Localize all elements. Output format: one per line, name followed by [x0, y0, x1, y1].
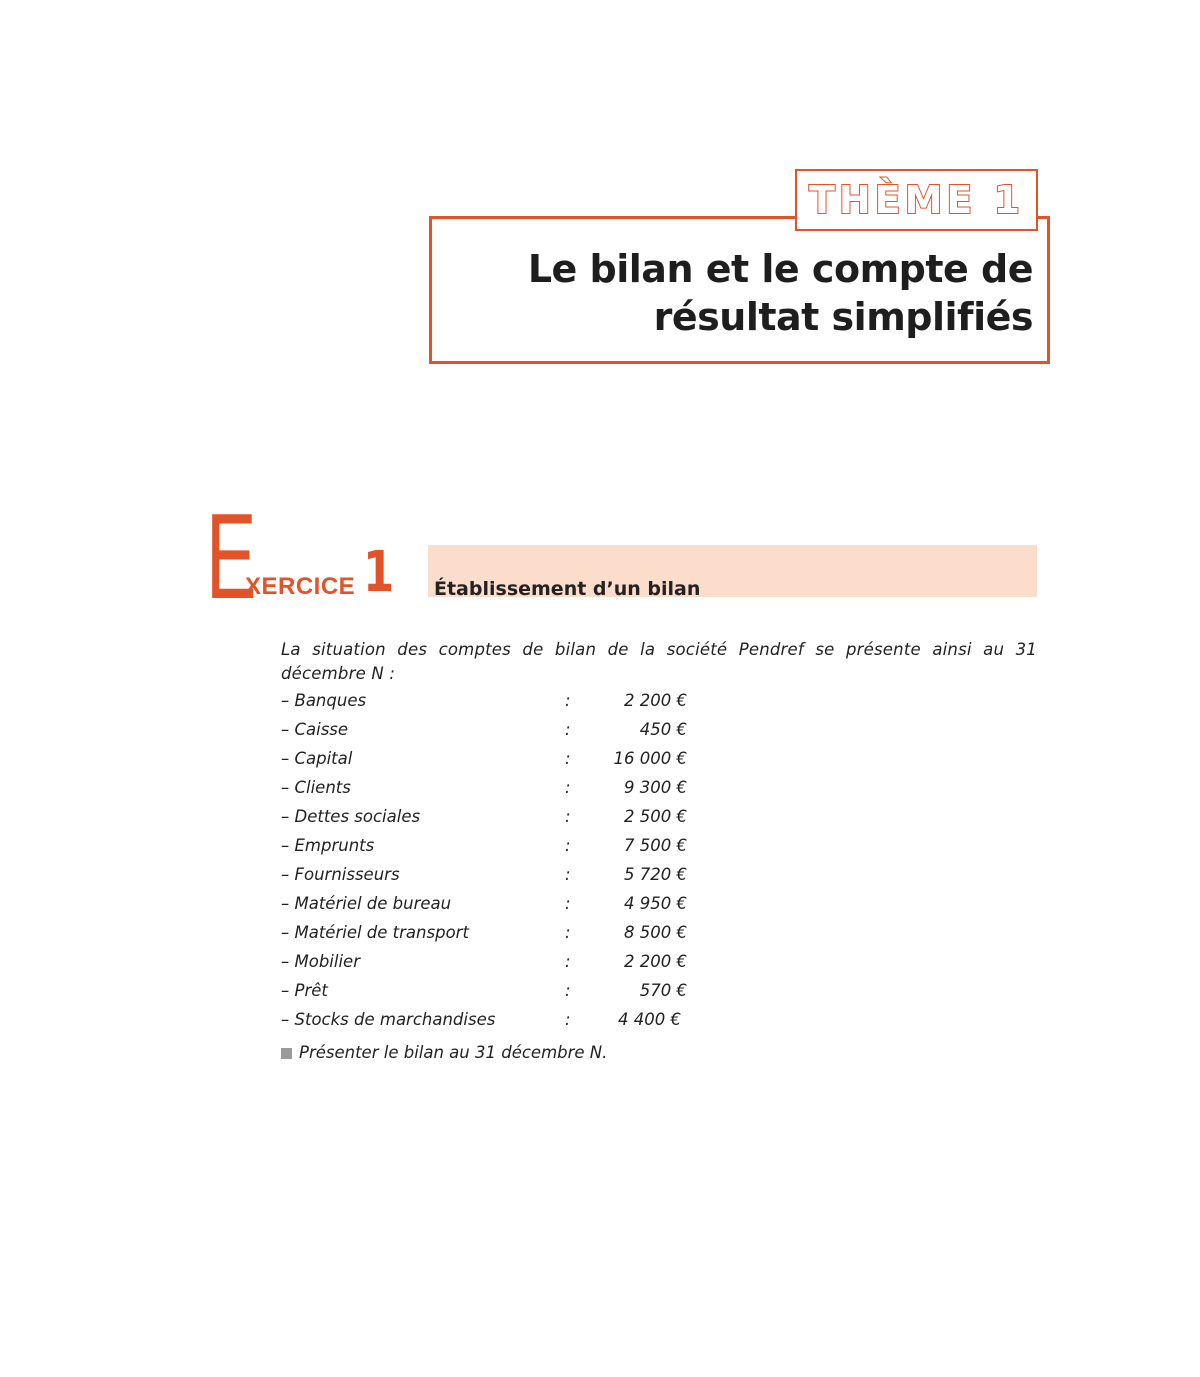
account-row [281, 1008, 701, 1037]
instruction-text: Présenter le bilan au 31 décembre N. [299, 1043, 608, 1062]
account-row [281, 776, 701, 805]
account-row [281, 892, 701, 921]
account-label: – Dettes sociales [281, 807, 421, 826]
account-label: – Mobilier [281, 952, 360, 971]
account-value: 9 300 € [624, 778, 687, 797]
account-row [281, 979, 701, 1008]
account-separator: : [565, 1010, 571, 1029]
account-value: 7 500 € [624, 836, 687, 855]
exercise-instruction [281, 1041, 607, 1065]
account-value: 2 200 € [624, 952, 687, 971]
account-label: – Clients [281, 778, 351, 797]
theme-title [473, 245, 1033, 341]
account-value: 16 000 € [613, 749, 687, 768]
theme-tag [795, 169, 1038, 231]
account-row [281, 805, 701, 834]
account-row [281, 950, 701, 979]
account-label: – Stocks de marchandises [281, 1010, 496, 1029]
account-label: – Caisse [281, 720, 349, 739]
account-separator: : [565, 807, 571, 826]
account-row [281, 689, 701, 718]
account-value: 4 400 € [618, 1010, 681, 1029]
account-separator: : [565, 720, 571, 739]
account-label: – Prêt [281, 981, 328, 1000]
account-label: – Emprunts [281, 836, 375, 855]
account-value: 2 200 € [624, 691, 687, 710]
account-row [281, 747, 701, 776]
theme-header-box [429, 216, 1050, 364]
account-label: – Capital [281, 749, 353, 768]
exercise-word: XERCICE [245, 573, 356, 600]
accounts-list [281, 689, 701, 1037]
account-value: 5 720 € [624, 865, 687, 884]
account-value: 8 500 € [624, 923, 687, 942]
exercise-intro-text: La situation des comptes de bilan de la société Pendref se présente ainsi au 31 décembre N : [281, 640, 1037, 683]
theme-tag-label: THÈME 1 [808, 178, 1025, 222]
account-separator: : [565, 778, 571, 797]
account-row [281, 718, 701, 747]
theme-title-line-2: résultat simplifiés [653, 295, 1033, 339]
exercise-title: Établissement d’un bilan [434, 578, 701, 600]
account-label: – Matériel de transport [281, 923, 469, 942]
account-separator: : [565, 749, 571, 768]
exercise-initial-letter: E [206, 488, 257, 624]
account-row [281, 834, 701, 863]
account-separator: : [565, 952, 571, 971]
account-separator: : [565, 923, 571, 942]
account-label: – Matériel de bureau [281, 894, 452, 913]
account-value: 450 € [639, 720, 687, 739]
account-label: – Banques [281, 691, 367, 710]
account-value: 570 € [639, 981, 687, 1000]
square-bullet-icon [281, 1048, 292, 1059]
account-separator: : [565, 836, 571, 855]
account-row [281, 863, 701, 892]
account-separator: : [565, 865, 571, 884]
account-separator: : [565, 894, 571, 913]
account-separator: : [565, 981, 571, 1000]
theme-title-line-1: Le bilan et le compte de [527, 247, 1033, 291]
account-label: – Fournisseurs [281, 865, 400, 884]
account-value: 4 950 € [624, 894, 687, 913]
exercise-number: 1 [363, 540, 395, 605]
account-row [281, 921, 701, 950]
account-separator: : [565, 691, 571, 710]
account-value: 2 500 € [624, 807, 687, 826]
